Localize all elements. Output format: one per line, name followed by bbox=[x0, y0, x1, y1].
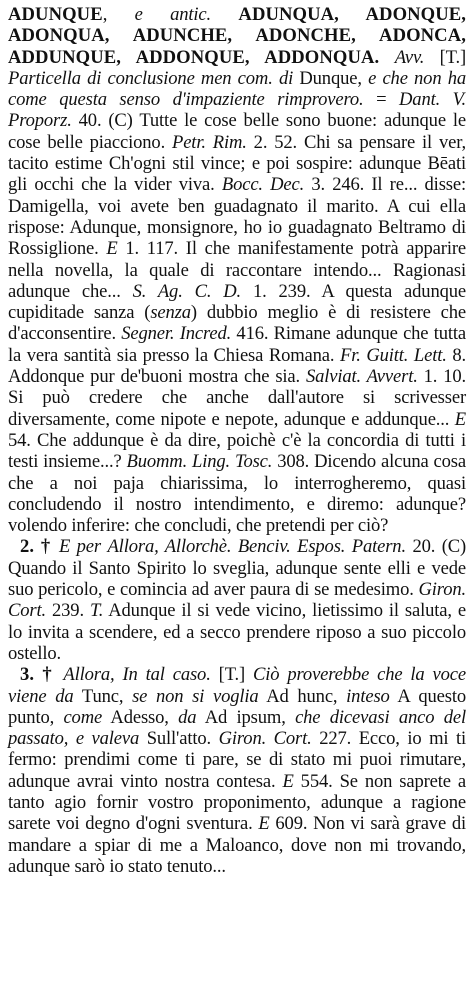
text-run: Ad ipsum, bbox=[196, 706, 296, 728]
italic-run: Avv. bbox=[394, 46, 425, 68]
italic-run: Petr. Rim. bbox=[172, 131, 247, 153]
italic-run: e antic. bbox=[134, 4, 212, 25]
italic-run: E bbox=[106, 238, 118, 260]
italic-run: Benciv. Espos. Patern. bbox=[237, 536, 406, 558]
italic-run: Particella di conclusione men com. di bbox=[8, 67, 294, 89]
italic-run: se non si voglia bbox=[132, 685, 259, 707]
text-run: 1. 10. Si può credere che anche dall'autore si scrivesser diversamente, come nipote e nepote, adunque e addunque... bbox=[8, 366, 467, 430]
italic-run: Segner. Incred. bbox=[121, 323, 232, 345]
text-run: 54. Che addunque è da dire, poichè c'è la concordia di tutti i testi insieme...? bbox=[8, 429, 466, 473]
italic-run: E bbox=[454, 408, 466, 430]
text-run: 3. 246. Il re... disse: Damigella, voi avete ben guadagnato il marito. A cui ella rispose: Adunque, monsignore, ho io guadagnato Beltramo di Rossiglione. bbox=[8, 174, 466, 260]
italic-run: Bocc. Dec. bbox=[221, 174, 305, 196]
sense-3-in-tal-caso bbox=[8, 664, 466, 877]
text-run: 2. 52. Chi sa pensare il ver, tacito estime Ch'ogni stil vince; e poi sospire: adunque Bēati gli occhi che la vider viva. bbox=[8, 131, 466, 196]
headword-run: ADUNQUA, ADONQUE, ADONQUA, ADUNCHE, ADONCHE, ADONCA, ADDUNQUE, ADDONQUE, ADDONQUA. bbox=[8, 4, 466, 68]
italic-run: E per bbox=[58, 536, 101, 558]
italic-run: Allora, Allorchè. bbox=[107, 536, 232, 558]
headword-run: ADUNQUE bbox=[8, 4, 103, 25]
text-run: 554. Se non saprete a tanto agio fornir vostro proponimento, adunque a ragione sarete voi degno d'ogni sventura. bbox=[8, 770, 466, 835]
entry-adunque bbox=[8, 4, 466, 536]
italic-run: Giron. Cort. bbox=[8, 579, 466, 622]
headword-run: 3. † bbox=[20, 664, 64, 686]
text-run: A questo punto, bbox=[8, 685, 466, 728]
italic-run: inteso bbox=[346, 685, 390, 707]
text-run: 227. Ecco, io mi ti fermo: prendimi come ti pare, se di stato mi puoi rimutare, adunque avrai vinto nostra contesa. bbox=[8, 728, 466, 792]
italic-run: Ciò proverebbe che la voce viene da bbox=[8, 664, 466, 707]
text-run: 609. Non vi sarà grave di mandare a spiar di me a Maloanco, dove non mi trovando, adunque sarò io stato tenuto... bbox=[8, 813, 466, 877]
text-run: 8. Addonque pur de'buoni mostra che sia. bbox=[8, 344, 466, 388]
text-run bbox=[379, 47, 394, 68]
italic-run: come bbox=[63, 706, 103, 728]
italic-run: Salviat. Avvert. bbox=[305, 366, 418, 388]
text-run bbox=[211, 4, 238, 25]
text-run: 308. Dicendo alcuna cosa che a noi paja chiarissima, lo interrogheremo, quasi concludendo il nostro intendimento, e diremo: adunque? volendo inferire: che concludi, che pretendi per ciò? bbox=[8, 451, 466, 537]
italic-run: Fr. Guitt. Lett. bbox=[340, 344, 447, 366]
text-run: [T.] bbox=[210, 664, 254, 686]
italic-run: senza bbox=[150, 302, 191, 324]
text-run: 1. 117. Il che manifestamente potrà apparire nella novella, la quale di raccontare intendo... Ragionasi adunque che... bbox=[8, 238, 466, 302]
text-run: 239. bbox=[46, 600, 90, 622]
italic-run: Buomm. Ling. Tosc. bbox=[126, 451, 273, 473]
italic-run: E bbox=[282, 770, 294, 792]
italic-run: E bbox=[258, 813, 270, 835]
text-run: , bbox=[102, 4, 135, 25]
sense-2-allora bbox=[8, 536, 466, 664]
italic-run: che dicevasi anco del passato, e valeva bbox=[8, 706, 466, 750]
italic-run: T. bbox=[89, 600, 104, 622]
text-run: Tunc, bbox=[73, 685, 133, 707]
text-run: Adesso, bbox=[102, 706, 179, 728]
italic-run: e che non ha come questa senso d'impaziente rimprovero. bbox=[8, 67, 467, 111]
text-run: Sull'atto. bbox=[139, 728, 219, 750]
text-run: 1. 239. A questa adunque cupiditade sanza ( bbox=[8, 280, 466, 324]
text-run: ) dubbio meglio è di resistere che d'acconsentire. bbox=[8, 302, 466, 345]
headword-run: 2. † bbox=[20, 536, 59, 558]
text-run: 416. Rimane adunque che tutta la vera santità sia presso la Chiesa Romana. bbox=[8, 323, 466, 366]
text-run: Dunque, bbox=[293, 67, 369, 89]
text-run: 20. (C) Quando il Santo Spirito lo sveglia, adunque sente elli e vede suo pericolo, e comincia ad aver paura di se medesimo. bbox=[8, 536, 467, 601]
text-run: [T.] bbox=[424, 46, 467, 68]
text-run: = bbox=[363, 89, 400, 111]
text-run: 40. (C) Tutte le cose belle sono buone: adunque le cose belle piacciono. bbox=[8, 110, 466, 153]
italic-run: Dant. V. Proporz. bbox=[8, 89, 466, 132]
text-run: Adunque il si vede vicino, lietissimo il saluta, e lo invita a scendere, ed a secco prendere riposo a suo piccolo ostello. bbox=[8, 600, 467, 664]
italic-run: Giron. Cort. bbox=[218, 728, 312, 750]
italic-run: S. Ag. C. D. bbox=[132, 280, 242, 302]
italic-run: Allora, In tal caso. bbox=[63, 664, 211, 686]
italic-run: da bbox=[178, 706, 197, 728]
text-run: Ad hunc, bbox=[258, 685, 347, 707]
